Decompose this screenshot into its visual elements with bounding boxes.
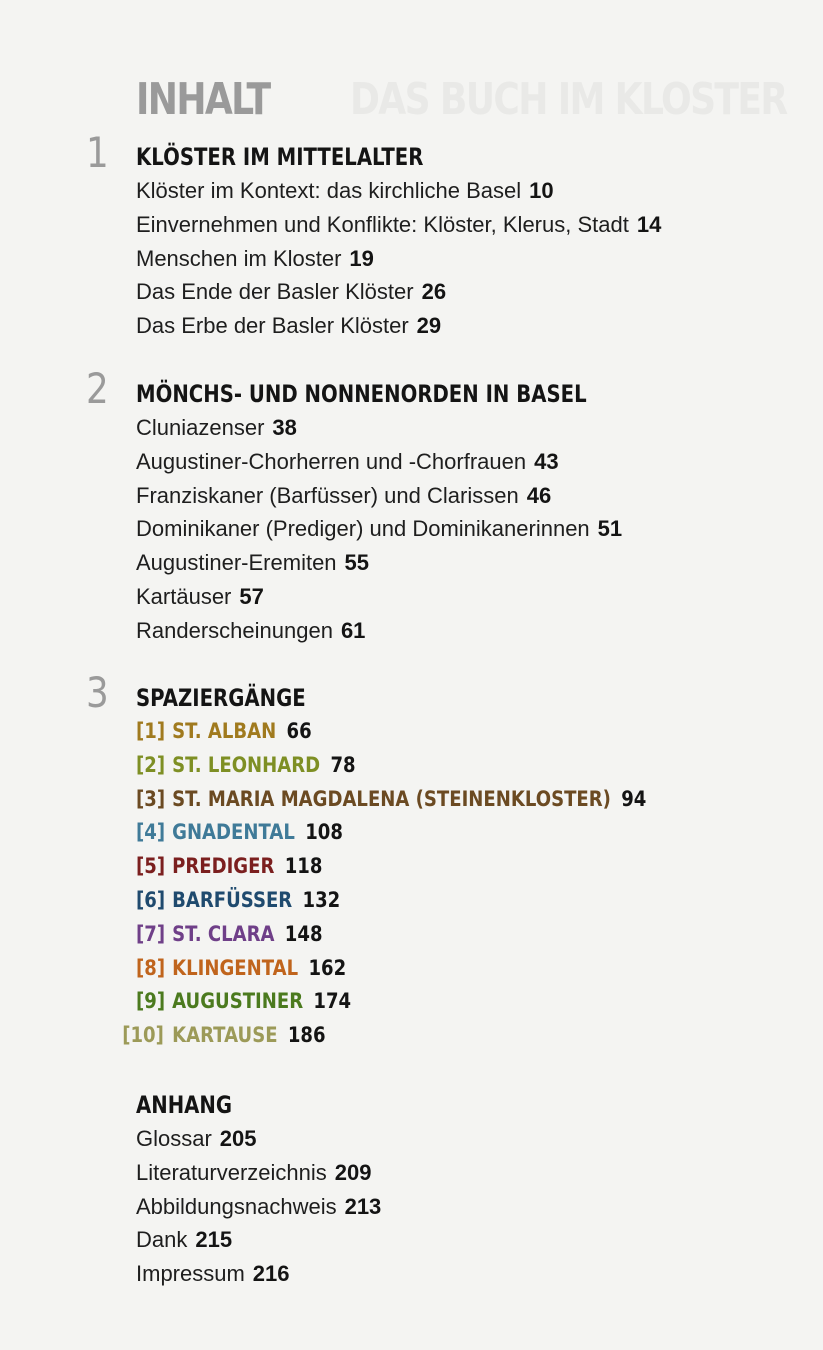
walk-index: [3] bbox=[136, 786, 166, 811]
section-3 bbox=[122, 681, 729, 1053]
section-heading: SPAZIERGÄNGE bbox=[136, 684, 306, 712]
entry-page: 14 bbox=[636, 211, 662, 237]
walk-page: 186 bbox=[287, 1023, 326, 1048]
entry-title: Das Ende der Basler Klöster bbox=[136, 279, 414, 305]
entry-page: 51 bbox=[597, 516, 623, 542]
toc-entry[interactable] bbox=[136, 614, 686, 648]
entry-page: 46 bbox=[526, 482, 552, 508]
walk-index: [9] bbox=[136, 989, 166, 1014]
walk-name: ST. LEONHARD bbox=[172, 752, 321, 777]
walk-page: 66 bbox=[286, 719, 312, 743]
walk-name: ST. CLARA bbox=[172, 921, 275, 946]
entry-page: 55 bbox=[344, 550, 370, 576]
entry-title: Abbildungsnachweis bbox=[136, 1193, 337, 1219]
entry-title: Augustiner-Chorherren und -Chorfrauen bbox=[136, 448, 527, 474]
section-number-3: 3 bbox=[86, 668, 109, 717]
toc-entry[interactable] bbox=[136, 174, 661, 208]
bleed-through-text: DAS BUCH IM KLOSTER bbox=[350, 74, 787, 125]
walk-index: [10] bbox=[122, 1023, 164, 1048]
walk-entry[interactable] bbox=[136, 884, 646, 918]
walk-name: ST. MARIA MAGDALENA (STEINENKLOSTER) bbox=[172, 786, 611, 811]
toc-entry[interactable] bbox=[136, 309, 661, 343]
walk-page: 148 bbox=[284, 921, 323, 946]
entry-page: 10 bbox=[529, 178, 554, 203]
walk-index: [8] bbox=[136, 955, 166, 980]
toc-entry[interactable] bbox=[136, 1156, 381, 1190]
walk-name: ST. ALBAN bbox=[172, 719, 277, 743]
section-1 bbox=[136, 140, 661, 343]
walk-page: 162 bbox=[308, 955, 347, 980]
toc-entry[interactable] bbox=[136, 275, 661, 309]
walk-name: KARTAUSE bbox=[172, 1023, 278, 1048]
walk-index: [2] bbox=[136, 752, 166, 777]
toc-entry[interactable] bbox=[136, 479, 686, 513]
section-heading: ANHANG bbox=[136, 1091, 233, 1119]
walk-index: [4] bbox=[136, 820, 166, 845]
entry-title: Cluniazenser bbox=[136, 415, 265, 440]
walk-name: PREDIGER bbox=[172, 854, 275, 879]
entry-title: Einvernehmen und Konflikte: Klöster, Klerus, Stadt bbox=[136, 211, 629, 237]
entry-page: 61 bbox=[340, 617, 366, 643]
toc-entry[interactable] bbox=[136, 242, 661, 276]
walk-page: 78 bbox=[330, 752, 356, 777]
toc-entry[interactable] bbox=[136, 546, 686, 580]
walk-page: 118 bbox=[284, 854, 323, 879]
walk-entry[interactable] bbox=[136, 816, 646, 850]
entry-page: 26 bbox=[421, 279, 447, 305]
entry-page: 205 bbox=[219, 1126, 257, 1151]
entry-title: Dominikaner (Prediger) und Dominikanerinnen bbox=[136, 516, 590, 542]
toc-entry[interactable] bbox=[136, 1122, 381, 1156]
entry-title: Das Erbe der Basler Klöster bbox=[136, 313, 409, 339]
walk-name: KLINGENTAL bbox=[172, 955, 299, 980]
toc-entry[interactable] bbox=[136, 1190, 381, 1224]
section-2 bbox=[136, 377, 686, 648]
toc-entry[interactable] bbox=[136, 445, 686, 479]
entry-title: Menschen im Kloster bbox=[136, 245, 342, 271]
toc-entry[interactable] bbox=[136, 580, 686, 614]
walk-page: 94 bbox=[621, 786, 647, 811]
entry-title: Impressum bbox=[136, 1261, 245, 1287]
toc-entry[interactable] bbox=[136, 1223, 381, 1257]
entry-title: Glossar bbox=[136, 1126, 212, 1151]
toc-entry[interactable] bbox=[136, 1257, 381, 1291]
walk-entry[interactable] bbox=[136, 952, 646, 986]
entry-page: 216 bbox=[252, 1261, 290, 1287]
entry-page: 43 bbox=[534, 448, 559, 474]
walk-name: BARFÜSSER bbox=[172, 887, 293, 912]
entry-title: Literaturverzeichnis bbox=[136, 1159, 327, 1185]
walk-entry[interactable] bbox=[136, 715, 646, 749]
entry-page: 38 bbox=[272, 415, 297, 440]
entry-title: Franziskaner (Barfüsser) und Clarissen bbox=[136, 482, 519, 508]
walk-index: [6] bbox=[136, 887, 166, 912]
section-heading: MÖNCHS- UND NONNENORDEN IN BASEL bbox=[136, 380, 587, 408]
entry-title: Dank bbox=[136, 1227, 188, 1253]
walk-page: 174 bbox=[313, 989, 352, 1014]
walk-entry[interactable] bbox=[122, 1019, 646, 1053]
toc-entry[interactable] bbox=[136, 208, 661, 242]
entry-title: Klöster im Kontext: das kirchliche Basel bbox=[136, 178, 522, 203]
section-number-1: 1 bbox=[86, 128, 109, 177]
entry-title: Randerscheinungen bbox=[136, 617, 333, 643]
toc-entry[interactable] bbox=[136, 512, 686, 546]
entry-page: 215 bbox=[195, 1227, 233, 1253]
walk-entry[interactable] bbox=[136, 850, 646, 884]
section-appendix bbox=[136, 1088, 381, 1291]
walk-entry[interactable] bbox=[136, 783, 646, 817]
walk-entry[interactable] bbox=[136, 918, 646, 952]
walk-name: AUGUSTINER bbox=[172, 989, 304, 1014]
walk-index: [5] bbox=[136, 854, 166, 879]
page-title: INHALT bbox=[136, 74, 270, 125]
walk-entry[interactable] bbox=[136, 985, 646, 1019]
section-heading: KLÖSTER IM MITTELALTER bbox=[136, 143, 424, 171]
walk-index: [1] bbox=[136, 719, 166, 743]
entry-page: 209 bbox=[334, 1159, 372, 1185]
entry-page: 213 bbox=[344, 1193, 382, 1219]
entry-page: 29 bbox=[416, 313, 442, 339]
walk-page: 132 bbox=[302, 887, 341, 912]
walk-entry[interactable] bbox=[136, 749, 646, 783]
toc-entry[interactable] bbox=[136, 411, 686, 445]
walk-page: 108 bbox=[305, 820, 343, 845]
walk-name: GNADENTAL bbox=[172, 820, 295, 845]
entry-title: Augustiner-Eremiten bbox=[136, 550, 337, 576]
entry-title: Kartäuser bbox=[136, 583, 232, 609]
entry-page: 19 bbox=[349, 245, 374, 271]
section-number-2: 2 bbox=[86, 364, 109, 413]
entry-page: 57 bbox=[239, 583, 264, 609]
walk-index: [7] bbox=[136, 921, 166, 946]
